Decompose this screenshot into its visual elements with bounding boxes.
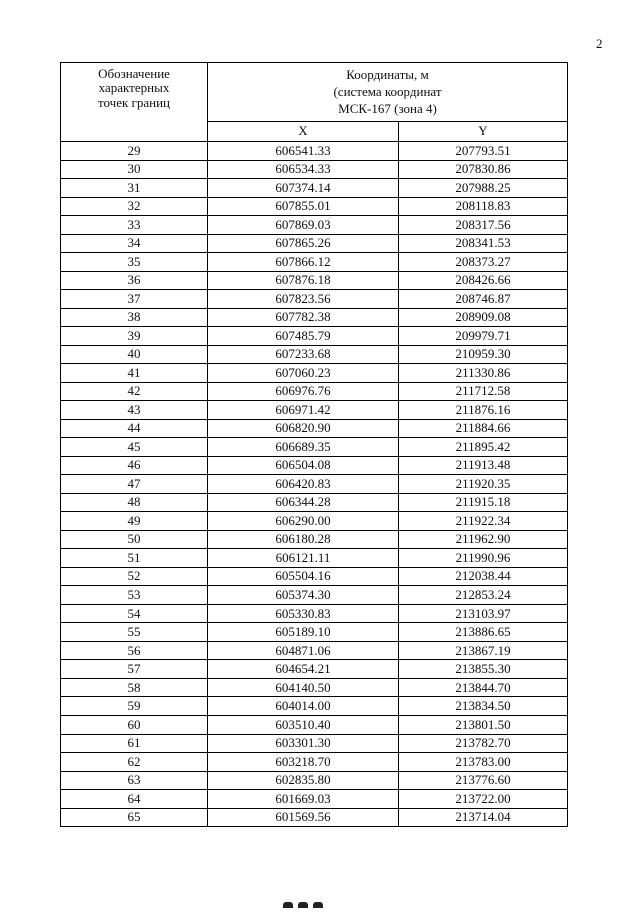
coord-y: 212853.24 (399, 586, 568, 605)
point-number: 31 (61, 179, 208, 198)
coord-y: 208909.08 (399, 308, 568, 327)
coord-y: 208341.53 (399, 234, 568, 253)
point-number: 54 (61, 604, 208, 623)
coord-y: 211915.18 (399, 493, 568, 512)
coord-y: 209979.71 (399, 327, 568, 346)
coord-y: 208426.66 (399, 271, 568, 290)
coord-y: 213886.65 (399, 623, 568, 642)
table-row (61, 604, 568, 623)
coord-x: 607374.14 (208, 179, 399, 198)
header-x: X (208, 122, 399, 142)
table-row (61, 438, 568, 457)
coord-y: 208746.87 (399, 290, 568, 309)
table-row (61, 142, 568, 161)
coord-x: 607869.03 (208, 216, 399, 235)
coord-x: 604014.00 (208, 697, 399, 716)
table-row (61, 697, 568, 716)
point-number: 65 (61, 808, 208, 827)
coord-x: 607060.23 (208, 364, 399, 383)
point-number: 44 (61, 419, 208, 438)
coord-y: 213834.50 (399, 697, 568, 716)
point-number: 37 (61, 290, 208, 309)
coord-x: 605374.30 (208, 586, 399, 605)
table-row (61, 678, 568, 697)
coord-x: 606290.00 (208, 512, 399, 531)
coord-y: 211895.42 (399, 438, 568, 457)
coord-y: 213867.19 (399, 641, 568, 660)
header-designation-text: Обозначение характерных точек границ (97, 66, 171, 110)
coord-y: 213782.70 (399, 734, 568, 753)
coord-y: 207830.86 (399, 160, 568, 179)
coord-x: 605189.10 (208, 623, 399, 642)
table-row (61, 419, 568, 438)
coord-y: 211990.96 (399, 549, 568, 568)
table-row (61, 641, 568, 660)
coord-x: 604654.21 (208, 660, 399, 679)
point-number: 49 (61, 512, 208, 531)
coord-y: 207793.51 (399, 142, 568, 161)
point-number: 59 (61, 697, 208, 716)
coord-x: 607866.12 (208, 253, 399, 272)
point-number: 43 (61, 401, 208, 420)
coord-y: 213801.50 (399, 715, 568, 734)
header-coordinates-line2: (система координат (333, 83, 442, 99)
coord-x: 601669.03 (208, 790, 399, 809)
coord-x: 603218.70 (208, 753, 399, 772)
coord-y: 211962.90 (399, 530, 568, 549)
coord-y: 211712.58 (399, 382, 568, 401)
point-number: 48 (61, 493, 208, 512)
coord-x: 607876.18 (208, 271, 399, 290)
coord-x: 606820.90 (208, 419, 399, 438)
point-number: 60 (61, 715, 208, 734)
coord-x: 605330.83 (208, 604, 399, 623)
point-number: 30 (61, 160, 208, 179)
coord-y: 211913.48 (399, 456, 568, 475)
footer-mark (283, 895, 339, 901)
table-row (61, 456, 568, 475)
coordinates-table (60, 62, 568, 827)
table-row (61, 364, 568, 383)
coord-x: 606420.83 (208, 475, 399, 494)
table-row (61, 271, 568, 290)
point-number: 38 (61, 308, 208, 327)
point-number: 39 (61, 327, 208, 346)
table-row (61, 327, 568, 346)
coord-x: 607233.68 (208, 345, 399, 364)
header-y: Y (399, 122, 568, 142)
point-number: 51 (61, 549, 208, 568)
header-coordinates-line3: МСК-167 (зона 4) (338, 101, 437, 117)
table-row (61, 660, 568, 679)
point-number: 62 (61, 753, 208, 772)
coord-y: 211330.86 (399, 364, 568, 383)
coord-y: 213783.00 (399, 753, 568, 772)
coord-y: 213855.30 (399, 660, 568, 679)
coord-y: 210959.30 (399, 345, 568, 364)
table-row (61, 623, 568, 642)
table-row (61, 586, 568, 605)
coord-x: 606541.33 (208, 142, 399, 161)
table-row (61, 808, 568, 827)
coord-y: 213844.70 (399, 678, 568, 697)
coord-x: 606180.28 (208, 530, 399, 549)
coord-x: 607823.56 (208, 290, 399, 309)
coord-y: 213776.60 (399, 771, 568, 790)
point-number: 34 (61, 234, 208, 253)
coord-y: 208373.27 (399, 253, 568, 272)
table-row (61, 549, 568, 568)
table-row (61, 216, 568, 235)
point-number: 57 (61, 660, 208, 679)
point-number: 42 (61, 382, 208, 401)
coord-x: 606344.28 (208, 493, 399, 512)
table-row (61, 715, 568, 734)
coord-y: 213722.00 (399, 790, 568, 809)
coord-y: 211884.66 (399, 419, 568, 438)
point-number: 61 (61, 734, 208, 753)
coord-x: 603510.40 (208, 715, 399, 734)
point-number: 41 (61, 364, 208, 383)
coord-x: 607855.01 (208, 197, 399, 216)
coord-y: 212038.44 (399, 567, 568, 586)
coord-y: 211920.35 (399, 475, 568, 494)
coord-x: 606121.11 (208, 549, 399, 568)
table-row (61, 753, 568, 772)
coord-x: 606971.42 (208, 401, 399, 420)
table-row (61, 308, 568, 327)
point-number: 50 (61, 530, 208, 549)
coord-x: 607865.26 (208, 234, 399, 253)
point-number: 46 (61, 456, 208, 475)
coord-x: 602835.80 (208, 771, 399, 790)
point-number: 55 (61, 623, 208, 642)
coord-y: 207988.25 (399, 179, 568, 198)
table-row (61, 290, 568, 309)
coord-x: 606689.35 (208, 438, 399, 457)
point-number: 35 (61, 253, 208, 272)
table-row (61, 179, 568, 198)
table-row (61, 197, 568, 216)
point-number: 32 (61, 197, 208, 216)
point-number: 40 (61, 345, 208, 364)
point-number: 58 (61, 678, 208, 697)
table-row (61, 512, 568, 531)
table-row (61, 790, 568, 809)
table-row (61, 567, 568, 586)
coord-y: 208118.83 (399, 197, 568, 216)
table-row (61, 734, 568, 753)
header-coordinates (208, 63, 568, 122)
table-row (61, 160, 568, 179)
table-row (61, 475, 568, 494)
coord-x: 606504.08 (208, 456, 399, 475)
coord-y: 211922.34 (399, 512, 568, 531)
coord-x: 604871.06 (208, 641, 399, 660)
coord-y: 208317.56 (399, 216, 568, 235)
point-number: 47 (61, 475, 208, 494)
point-number: 56 (61, 641, 208, 660)
table-row (61, 234, 568, 253)
table-row (61, 345, 568, 364)
point-number: 45 (61, 438, 208, 457)
page-number: 2 (596, 36, 603, 51)
header-coordinates-line1: Координаты, м (346, 66, 429, 82)
coord-x: 603301.30 (208, 734, 399, 753)
coord-x: 604140.50 (208, 678, 399, 697)
table-row (61, 253, 568, 272)
point-number: 63 (61, 771, 208, 790)
header-designation (61, 63, 208, 142)
coord-y: 211876.16 (399, 401, 568, 420)
coord-y: 213103.97 (399, 604, 568, 623)
coord-x: 606534.33 (208, 160, 399, 179)
coord-x: 605504.16 (208, 567, 399, 586)
point-number: 36 (61, 271, 208, 290)
coord-y: 213714.04 (399, 808, 568, 827)
table-row (61, 493, 568, 512)
table-body (61, 142, 568, 827)
coord-x: 607782.38 (208, 308, 399, 327)
table-row (61, 771, 568, 790)
point-number: 52 (61, 567, 208, 586)
coord-x: 606976.76 (208, 382, 399, 401)
table-row (61, 530, 568, 549)
point-number: 64 (61, 790, 208, 809)
coord-x: 607485.79 (208, 327, 399, 346)
point-number: 33 (61, 216, 208, 235)
point-number: 29 (61, 142, 208, 161)
table-row (61, 382, 568, 401)
point-number: 53 (61, 586, 208, 605)
coord-x: 601569.56 (208, 808, 399, 827)
table-row (61, 401, 568, 420)
